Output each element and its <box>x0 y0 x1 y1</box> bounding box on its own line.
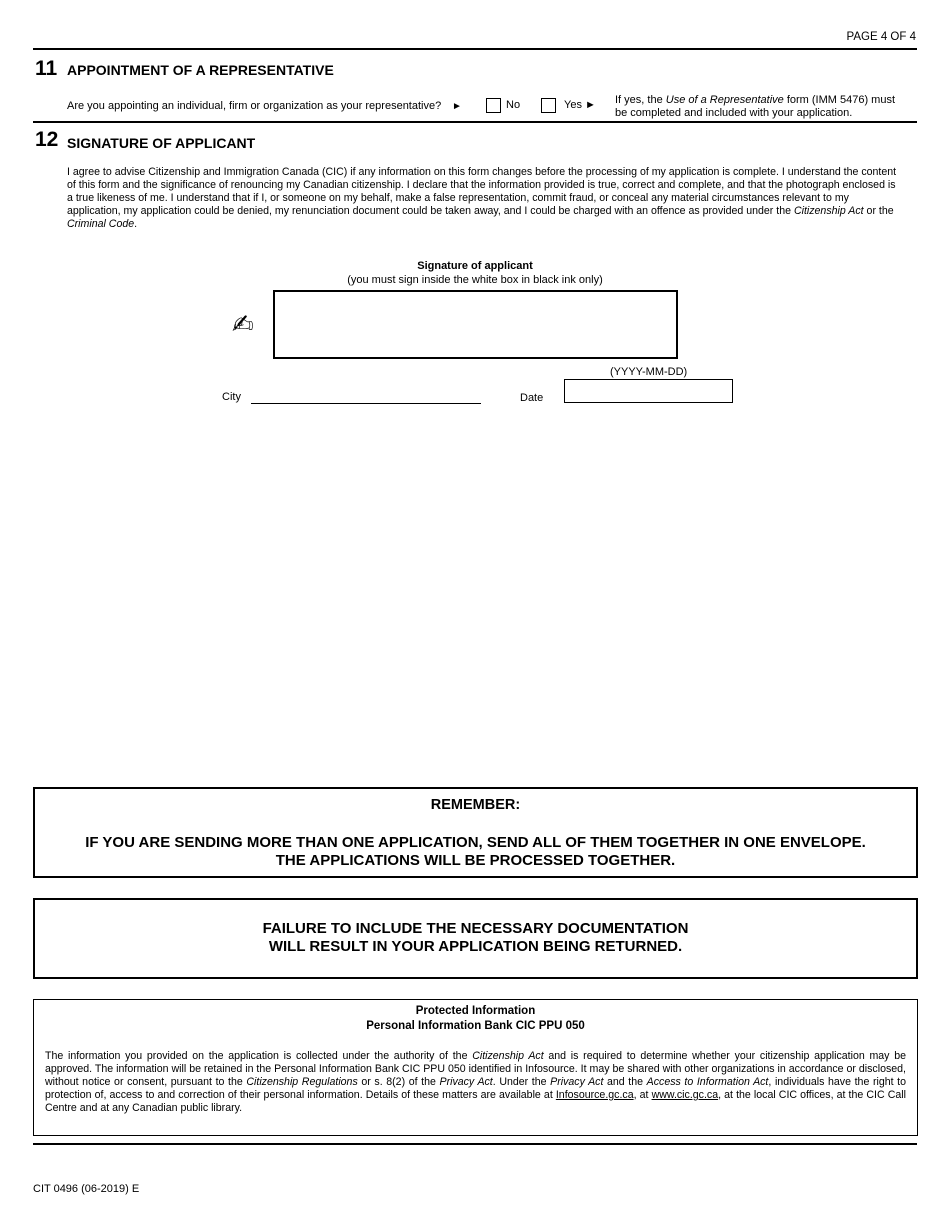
remember-line-1: IF YOU ARE SENDING MORE THAN ONE APPLICATION, SEND ALL OF THEM TOGETHER IN ONE ENVELOPE. <box>85 834 866 851</box>
page-number: PAGE 4 OF 4 <box>846 31 916 43</box>
remember-line-2: THE APPLICATIONS WILL BE PROCESSED TOGETHER. <box>275 852 676 869</box>
protected-info-box <box>33 999 918 1136</box>
representative-note: If yes, the Use of a Representative form (IMM 5476) must be completed and included with your application. <box>615 94 896 119</box>
city-label: City <box>222 391 241 403</box>
failure-line-2: WILL RESULT IN YOUR APPLICATION BEING RETURNED. <box>268 938 683 955</box>
bottom-rule <box>33 1143 917 1145</box>
section-11-title: APPOINTMENT OF A REPRESENTATIVE <box>67 62 334 78</box>
cic-website-link[interactable]: www.cic.gc.ca <box>651 1089 719 1101</box>
remember-box <box>33 787 918 878</box>
arrow-right-icon: ► <box>452 101 462 112</box>
privacy-notice: The information you provided on the application is collected under the authority of the Citizenship Act and is required to determine whether your citizenship application may be approved. The information will be retained in the Personal Information Bank CIC PPU 050 identified in Infosource. It may be shared with other organizations in accordance or disclosed, without notice or consent, pursuant to the Citizenship Regulations or s. 8(2) of the Privacy Act. Under the Privacy Act and the Access to Information Act, individuals have the right to protection of, access to and correction of their personal information. Details of these matters are available at Infosource.gc.ca, at www.cic.gc.ca, at the local CIC offices, at the CIC Call Centre and at any Canadian public library. <box>45 1050 907 1114</box>
signing-hand-icon: ✍ <box>232 309 254 339</box>
protected-title: Protected Information <box>415 1005 536 1017</box>
signature-title: Signature of applicant <box>417 260 533 272</box>
section-12-number: 12 <box>35 128 59 151</box>
checkbox-no-label: No <box>506 99 521 111</box>
infosource-link[interactable]: Infosource.gc.ca <box>555 1089 634 1101</box>
checkbox-yes[interactable] <box>541 98 556 113</box>
remember-heading: REMEMBER: <box>430 797 521 813</box>
section-11-number: 11 <box>35 57 58 80</box>
failure-box <box>33 898 918 979</box>
form-code: CIT 0496 (06-2019) E <box>33 1183 140 1195</box>
signature-subtitle: (you must sign inside the white box in black ink only) <box>347 274 603 286</box>
date-field[interactable] <box>564 379 733 403</box>
city-field[interactable] <box>251 403 481 404</box>
representative-question: Are you appointing an individual, firm or organization as your representative? <box>67 100 442 112</box>
declaration-paragraph: I agree to advise Citizenship and Immigration Canada (CIC) if any information on this form changes before the processing of my application is complete. I understand the content of this form and the significance of renouncing my Canadian citizenship. I declare that the information provided is true, correct and complete, and that the photograph enclosed is a true likeness of me. I understand that if I, or someone on my behalf, make a false representation, commit fraud, or conceal any material circumstances relevant to my application, my application could be denied, my renunciation document could be taken away, and I could be charged with an offence as provided under the Citizenship Act or the Criminal Code. <box>67 166 897 230</box>
checkbox-no[interactable] <box>486 98 501 113</box>
date-label: Date <box>520 392 544 404</box>
section-12-title: SIGNATURE OF APPLICANT <box>67 135 256 151</box>
protected-subtitle: Personal Information Bank CIC PPU 050 <box>366 1020 585 1032</box>
top-rule <box>33 48 917 50</box>
signature-box[interactable] <box>273 290 678 359</box>
checkbox-yes-label: Yes ► <box>564 99 596 111</box>
failure-line-1: FAILURE TO INCLUDE THE NECESSARY DOCUMENTATION <box>262 920 689 937</box>
section-11-rule <box>33 121 917 123</box>
date-format-hint: (YYYY-MM-DD) <box>610 366 688 378</box>
